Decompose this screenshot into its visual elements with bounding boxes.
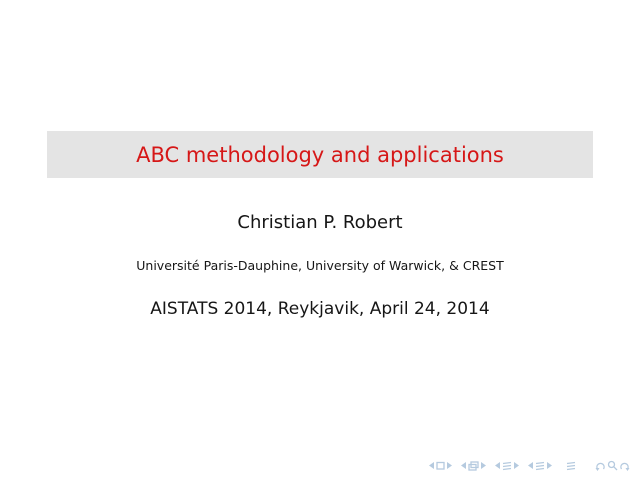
next-frame-arrow-icon[interactable]	[481, 462, 486, 469]
slide-icon[interactable]	[436, 461, 445, 470]
search-icon[interactable]	[607, 460, 618, 471]
forward-arrow-icon[interactable]	[620, 461, 630, 471]
institute-line: Université Paris-Dauphine, University of Warwick, & CREST	[136, 258, 504, 273]
author-name: Christian P. Robert	[237, 212, 403, 233]
prev-subsection-arrow-icon[interactable]	[495, 462, 500, 469]
back-find-forward-navigation[interactable]	[595, 460, 630, 471]
conference-date-line: AISTATS 2014, Reykjavik, April 24, 2014	[150, 299, 490, 319]
prev-frame-arrow-icon[interactable]	[461, 462, 466, 469]
next-subsection-arrow-icon[interactable]	[514, 462, 519, 469]
slide-navigation[interactable]	[429, 461, 452, 470]
frame-icon[interactable]	[468, 461, 479, 471]
next-section-arrow-icon[interactable]	[547, 462, 552, 469]
frame-navigation[interactable]	[461, 461, 486, 471]
presentation-navigation[interactable]	[566, 461, 576, 471]
section-navigation[interactable]	[528, 461, 552, 471]
subsection-lines-icon[interactable]	[502, 461, 512, 471]
presentation-lines-icon[interactable]	[566, 461, 576, 471]
subsection-navigation[interactable]	[495, 461, 519, 471]
prev-section-arrow-icon[interactable]	[528, 462, 533, 469]
slide-title: ABC methodology and applications	[136, 142, 504, 167]
section-lines-icon[interactable]	[535, 461, 545, 471]
beamer-navigation-bar	[429, 460, 630, 471]
title-box	[47, 131, 593, 178]
back-arrow-icon[interactable]	[595, 461, 605, 471]
prev-slide-arrow-icon[interactable]	[429, 462, 434, 469]
next-slide-arrow-icon[interactable]	[447, 462, 452, 469]
